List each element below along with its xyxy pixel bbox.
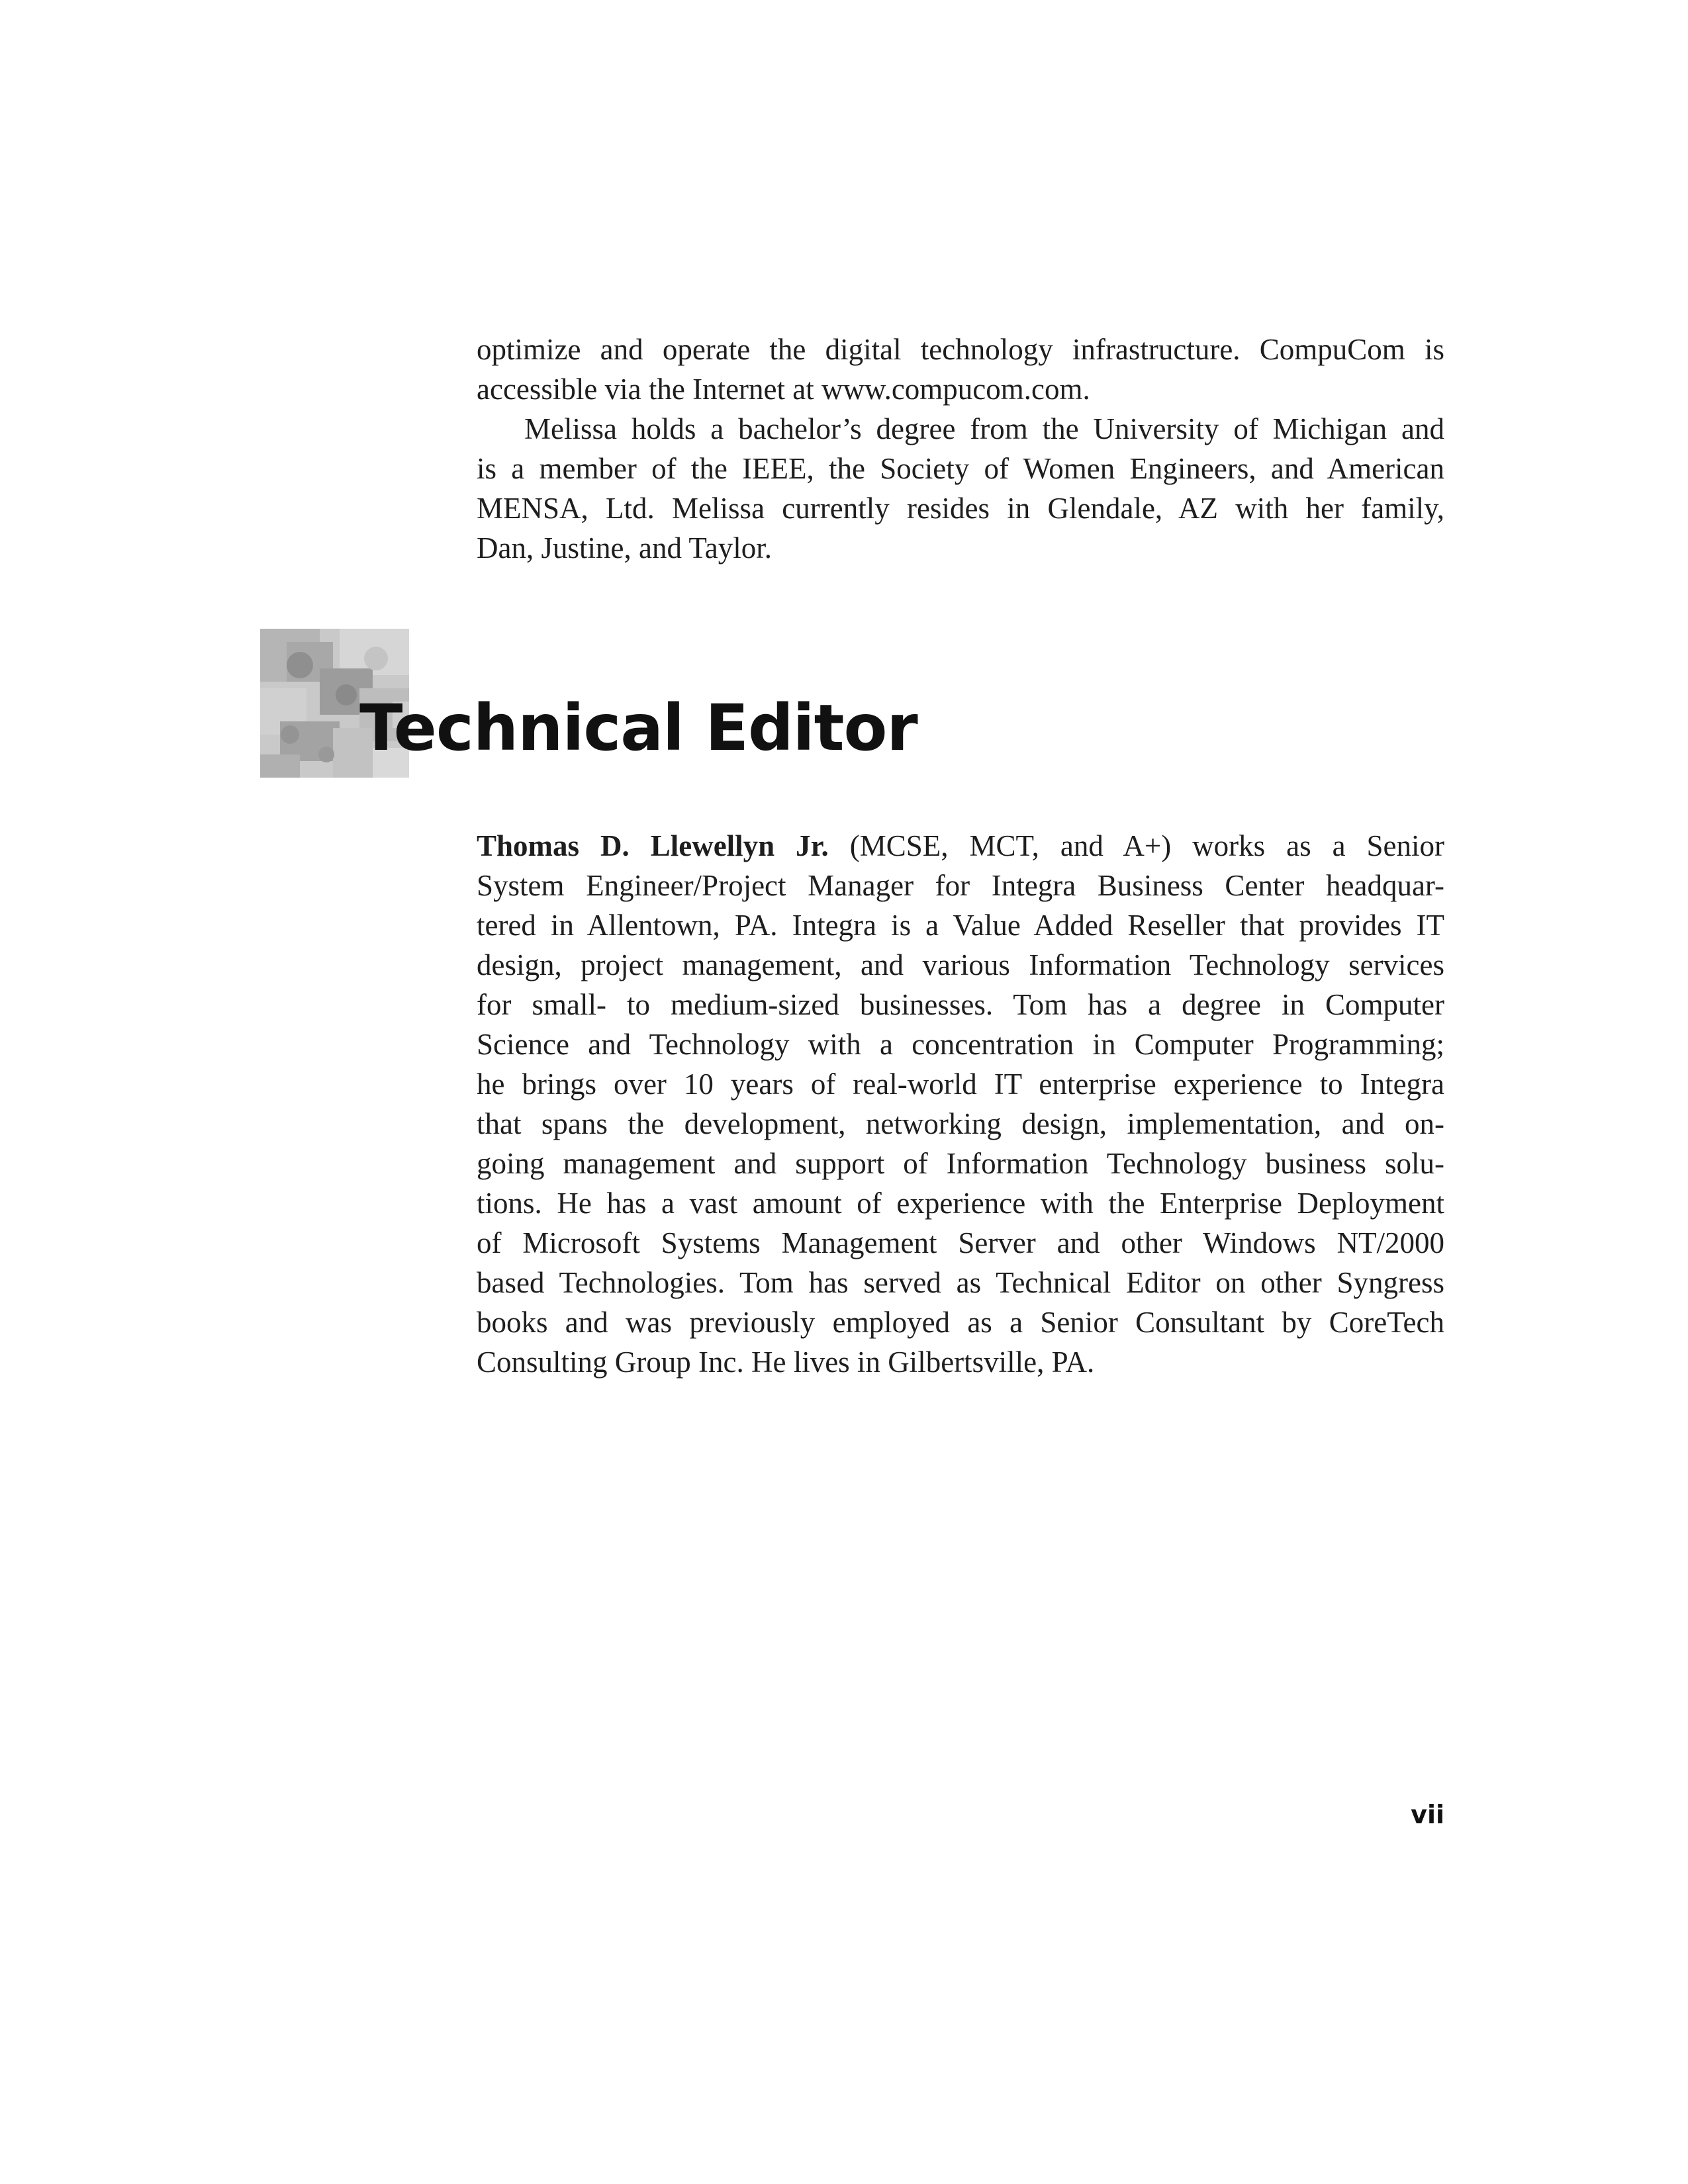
intro-line: Melissa holds a bachelor’s degree from the University of Michigan and bbox=[524, 412, 1444, 445]
section-heading bbox=[260, 629, 1452, 778]
bio-line: Consulting Group Inc. He lives in Gilbertsville, PA. bbox=[477, 1345, 1095, 1379]
bio-line: of Microsoft Systems Management Server and other Windows NT/2000 bbox=[477, 1226, 1444, 1259]
bio-line: for small- to medium-sized businesses. Tom has a degree in Computer bbox=[477, 988, 1444, 1021]
intro-paragraph-1 bbox=[477, 330, 1444, 409]
bio-name: Thomas D. Llewellyn Jr. bbox=[477, 829, 829, 862]
bio-text bbox=[477, 826, 1444, 1382]
bio-line: he brings over 10 years of real-world IT enterprise experience to Integra bbox=[477, 1068, 1444, 1101]
section-title: Technical Editor bbox=[359, 691, 917, 765]
bio-first-line bbox=[477, 826, 1444, 866]
page-number: vii bbox=[1411, 1800, 1444, 1829]
intro-line: Dan, Justine, and Taylor. bbox=[477, 531, 772, 565]
intro-text bbox=[477, 330, 1444, 568]
bio-credentials: (MCSE, MCT, and A+) works as a Senior bbox=[828, 829, 1445, 862]
intro-line: is a member of the IEEE, the Society of Women Engineers, and American bbox=[477, 452, 1444, 485]
bio-line: going management and support of Information Technology business solu- bbox=[477, 1147, 1444, 1180]
bio-line: tions. He has a vast amount of experience with the Enterprise Deployment bbox=[477, 1187, 1444, 1220]
intro-line: optimize and operate the digital technology infrastructure. CompuCom is bbox=[477, 333, 1444, 366]
intro-line: MENSA, Ltd. Melissa currently resides in Glendale, AZ with her family, bbox=[477, 492, 1444, 525]
bio-line: tered in Allentown, PA. Integra is a Value Added Reseller that provides IT bbox=[477, 909, 1444, 942]
intro-line: accessible via the Internet at www.compucom.com. bbox=[477, 373, 1090, 406]
bio-line: Science and Technology with a concentration in Computer Programming; bbox=[477, 1028, 1444, 1061]
bio-line: System Engineer/Project Manager for Integra Business Center headquar- bbox=[477, 869, 1444, 902]
bio-line: design, project management, and various Information Technology services bbox=[477, 948, 1444, 981]
bio-line: that spans the development, networking design, implementation, and on- bbox=[477, 1107, 1444, 1140]
bio-line: books and was previously employed as a Senior Consultant by CoreTech bbox=[477, 1306, 1444, 1339]
intro-paragraph-2 bbox=[477, 409, 1444, 568]
bio-line: based Technologies. Tom has served as Technical Editor on other Syngress bbox=[477, 1266, 1444, 1299]
